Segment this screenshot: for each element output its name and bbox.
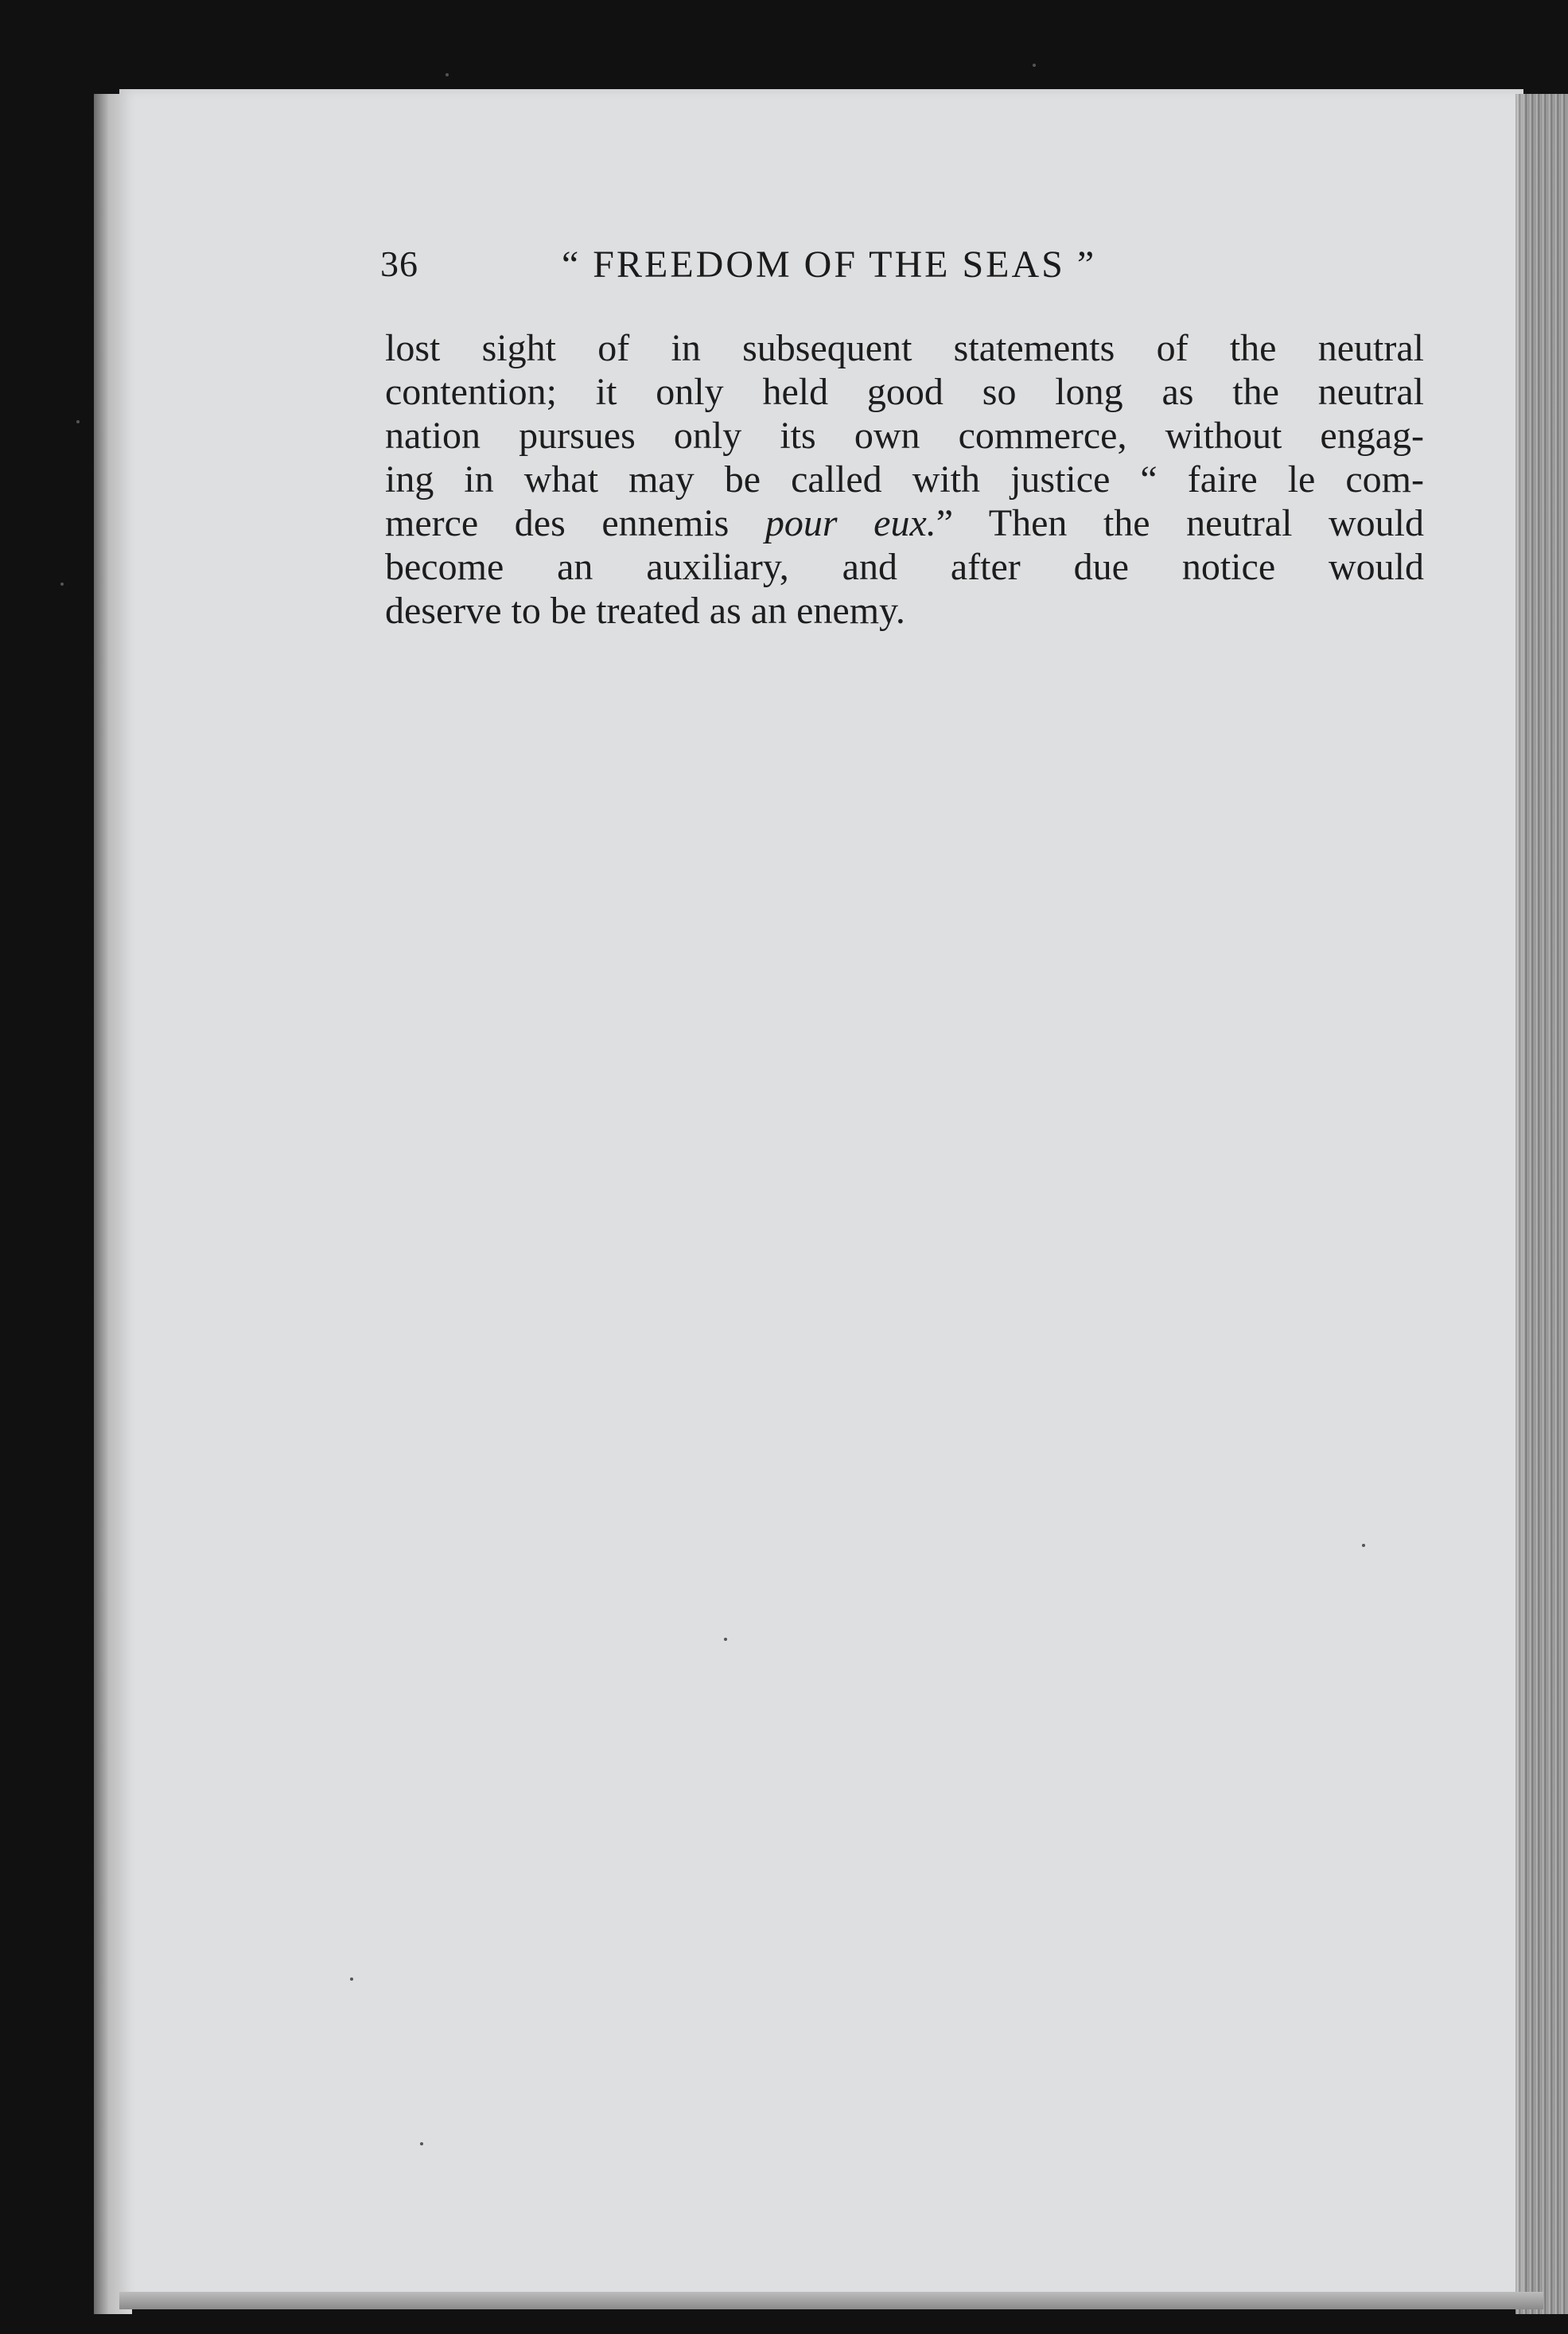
scan-speck	[724, 1638, 727, 1641]
italic-phrase: pour eux.	[765, 502, 936, 544]
text-segment: ” Then the neutral would	[936, 502, 1424, 544]
scan-speck	[60, 583, 64, 586]
text-line: deserve to be treated as an enemy.	[385, 590, 905, 632]
scan-speck	[420, 2142, 423, 2145]
text-line: contention; it only held good so long as the neutral	[385, 371, 1424, 413]
page-header	[380, 243, 1430, 298]
text-segment: merce des ennemis	[385, 502, 765, 544]
scan-speck	[76, 420, 80, 423]
scan-speck	[1362, 1544, 1365, 1547]
body-paragraph	[385, 326, 1424, 633]
page-number: 36	[380, 244, 418, 284]
text-line: nation pursues only its own commerce, without engag-	[385, 415, 1424, 457]
scan-speck	[1033, 64, 1036, 67]
text-line	[385, 501, 1424, 545]
text-line: ing in what may be called with justice “ faire le com-	[385, 458, 1424, 501]
running-head: “ FREEDOM OF THE SEAS ”	[562, 244, 1097, 286]
scan-speck	[350, 1977, 353, 1981]
scan-speck	[445, 73, 449, 76]
text-line: become an auxiliary, and after due notice would	[385, 546, 1424, 588]
page-right-edge	[1515, 94, 1568, 2314]
text-line: lost sight of in subsequent statements of the neutral	[385, 327, 1424, 369]
page-bottom-edge	[119, 2292, 1543, 2309]
